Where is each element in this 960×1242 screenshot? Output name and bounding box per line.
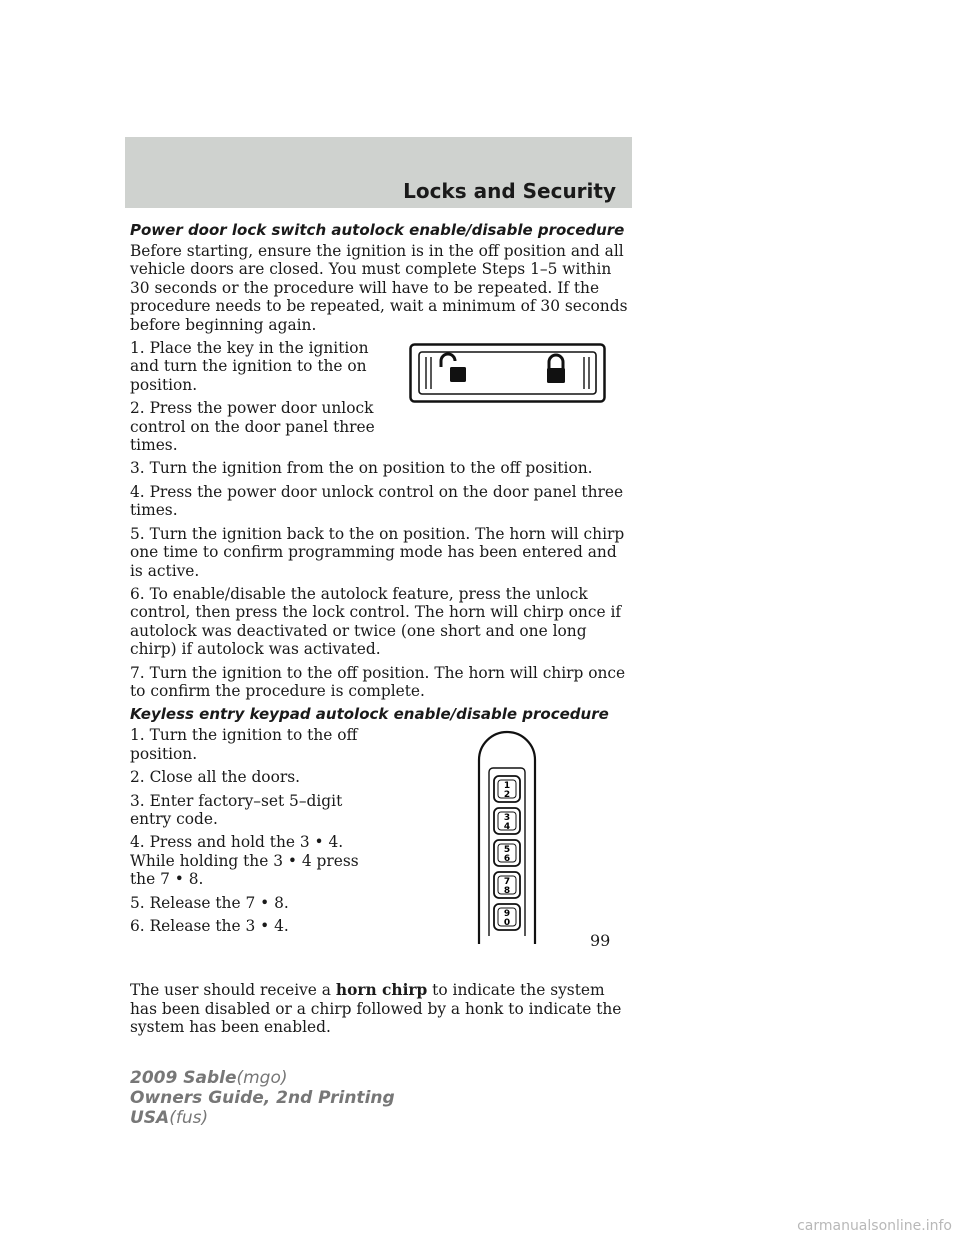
section-title: Locks and Security (403, 179, 616, 203)
keypad-button (494, 808, 520, 834)
step-item: 2. Press the power door unlock control on the door panel three times. (130, 399, 375, 455)
page-number: 99 (590, 931, 611, 950)
keypad-digit: 3 (503, 813, 511, 824)
section2-heading: Keyless entry keypad autolock enable/disable procedure (130, 705, 609, 724)
keypad-digit: 5 (503, 845, 511, 856)
document-footer (130, 1068, 395, 1128)
step-item: 1. Place the key in the ignition and turn the ignition to the on position. (130, 339, 369, 394)
step-item: 4. Press and hold the 3 • 4. While holding the 3 • 4 press the 7 • 8. (130, 833, 359, 889)
section1-heading: Power door lock switch autolock enable/disable procedure (130, 221, 625, 239)
note-text-before: The user should receive a (130, 981, 336, 1000)
watermark: carmanualsonline.info (797, 1218, 952, 1234)
keypad-digit: 8 (503, 886, 511, 897)
keypad-button (494, 840, 520, 866)
keypad-button (494, 872, 520, 898)
keypad-digit: 1 (503, 781, 511, 792)
footer-model: 2009 Sable (130, 1068, 237, 1088)
page-content (130, 221, 632, 1042)
step-item: 6. To enable/disable the autolock feature, press the unlock control, then press the lock control. The horn will chirp once if autolock was deactivated or twice (one short and one long chirp) if autolock was activated. (130, 584, 622, 659)
footer-region-code: (fus) (169, 1108, 209, 1128)
keypad-digit: 2 (503, 790, 511, 801)
keypad-button (494, 776, 520, 802)
step-item: 5. Release the 7 • 8. (130, 893, 289, 912)
step-item: 1. Turn the ignition to the off position. (130, 726, 358, 763)
steps-with-keypad-figure (130, 726, 632, 935)
keypad-digit: 7 (503, 877, 511, 888)
footer-model-code: (mgo) (236, 1068, 288, 1088)
keypad-digit: 0 (503, 918, 511, 929)
section1-intro: Before starting, ensure the ignition is in the off position and all vehicle doors are closed. You must complete Steps 1–5 within 30 seconds or the procedure will have to be repeated. If the procedure needs to be repeated, wait a minimum of 30 seconds before beginning again. (130, 242, 628, 334)
step-item: 2. Close all the doors. (130, 768, 300, 787)
step-item: 7. Turn the ignition to the off position. The horn will chirp once to confirm the procedure is complete. (130, 663, 626, 700)
step-item: 5. Turn the ignition back to the on position. The horn will chirp one time to confirm programming mode has been entered and is active. (130, 524, 625, 580)
keypad-digit: 4 (503, 822, 511, 833)
step-item: 3. Turn the ignition from the on position to the off position. (130, 459, 593, 478)
note-text-after: to indicate the system has been disabled or a chirp followed by a honk to indicate the system has been enabled. (130, 981, 622, 1037)
section-header-bar (125, 137, 632, 208)
steps-with-lock-figure (130, 339, 632, 454)
step-item: 3. Enter factory–set 5–digit entry code. (130, 791, 343, 828)
keypad-digit: 9 (503, 909, 511, 920)
door-lock-switch-illustration (409, 343, 606, 403)
note-bold-text: horn chirp (335, 981, 428, 1000)
result-note (130, 981, 632, 1036)
keypad-button (494, 904, 520, 930)
keyless-entry-keypad-illustration (475, 726, 539, 946)
step-item: 6. Release the 3 • 4. (130, 917, 289, 935)
footer-guide: Owners Guide, 2nd Printing (130, 1088, 395, 1108)
keypad-digit: 6 (503, 854, 511, 865)
footer-region: USA (130, 1108, 170, 1128)
step-item: 4. Press the power door unlock control on the door panel three times. (130, 482, 624, 520)
